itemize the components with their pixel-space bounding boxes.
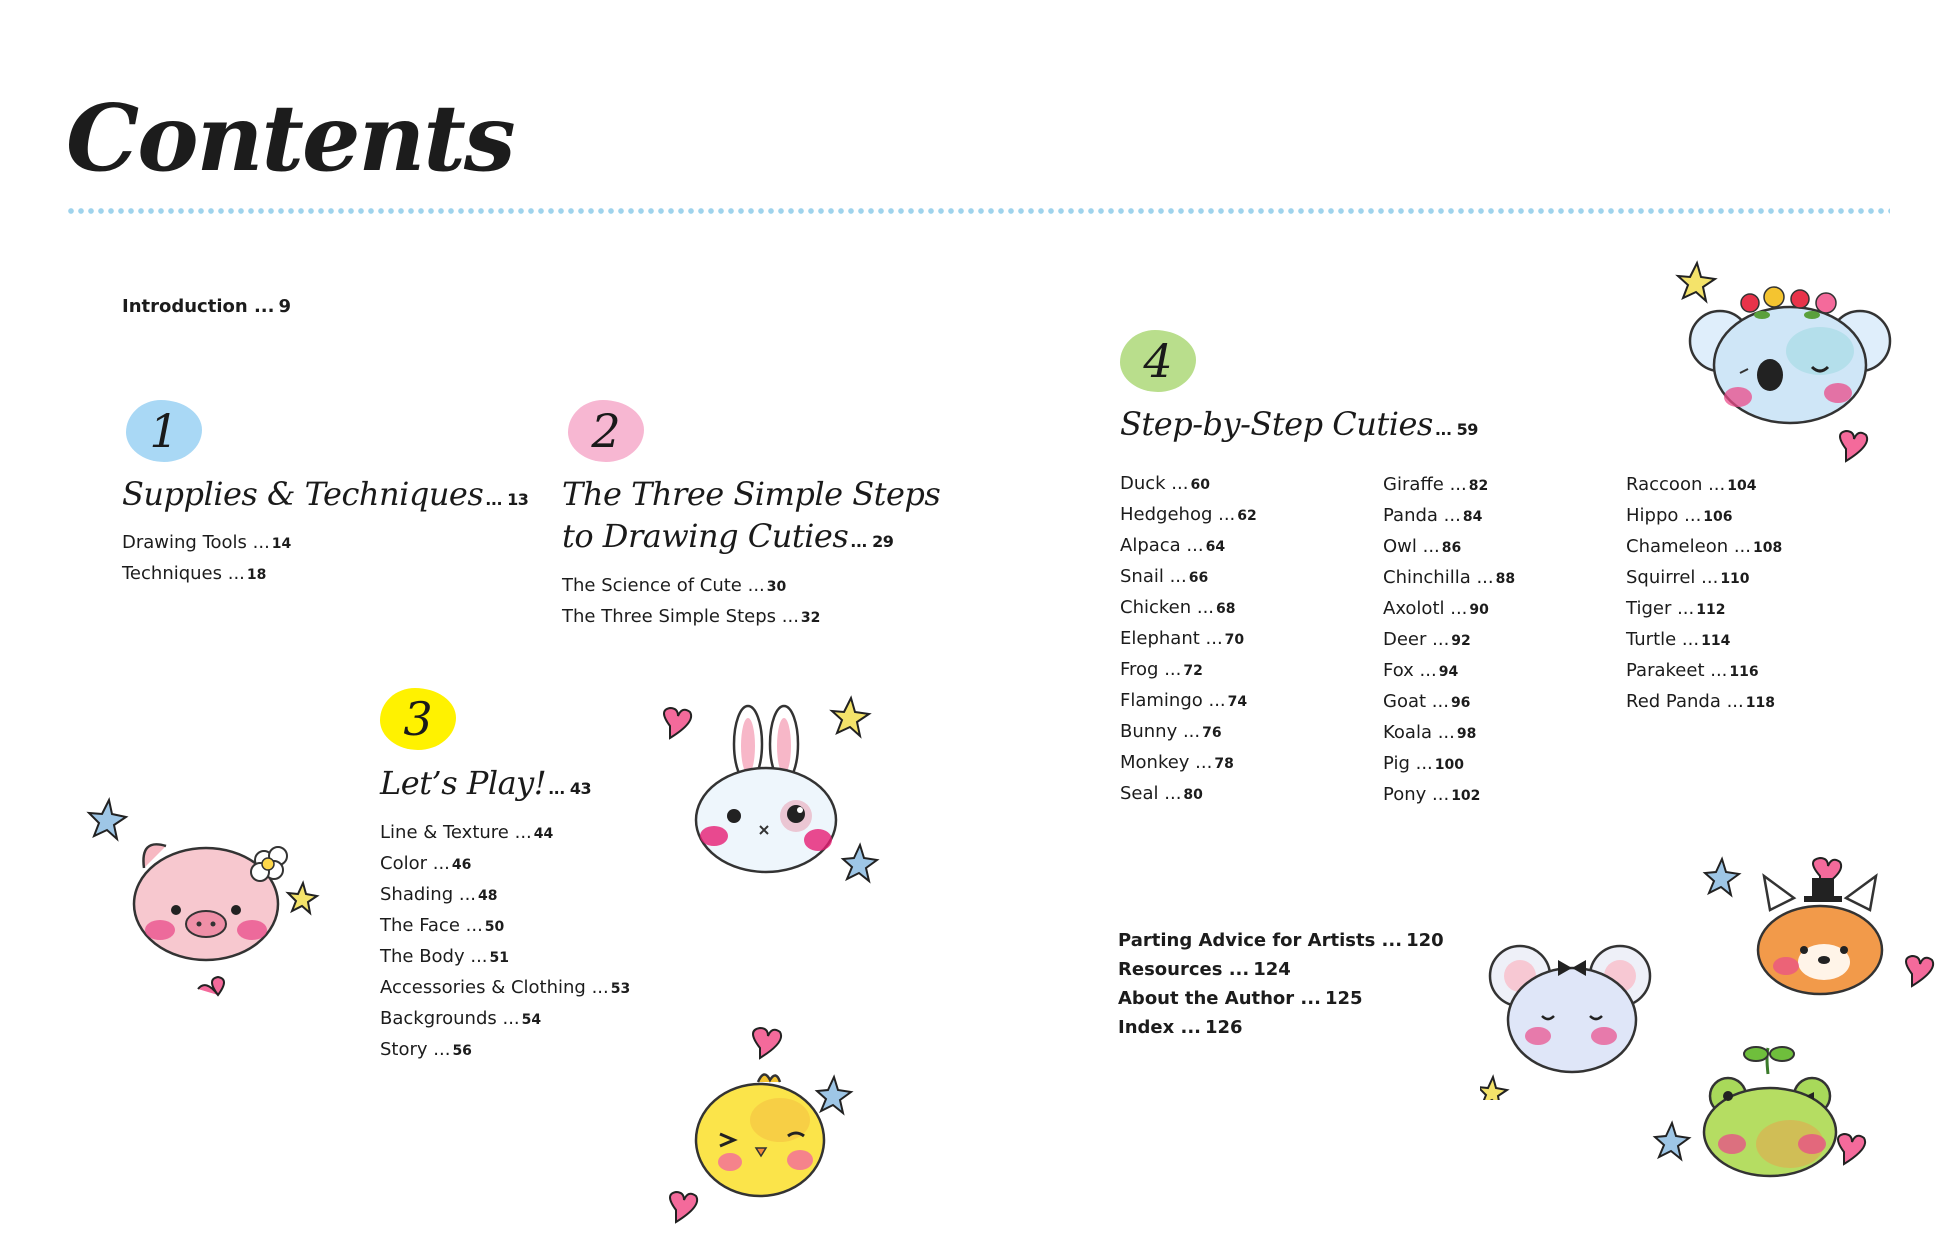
toc-page: 51 xyxy=(489,950,510,966)
toc-label: Resources ... xyxy=(1118,959,1250,980)
toc-label: Parakeet ... xyxy=(1626,660,1728,681)
heading-page: ... 43 xyxy=(548,779,592,798)
toc-page: 64 xyxy=(1205,539,1226,555)
toc-item[interactable] xyxy=(1120,655,1257,686)
toc-item[interactable] xyxy=(380,880,630,911)
toc-label: Shading ... xyxy=(380,884,477,905)
toc-page: 126 xyxy=(1205,1017,1243,1038)
toc-label: Bunny ... xyxy=(1120,721,1201,742)
toc-page: 80 xyxy=(1183,787,1203,803)
toc-label: Giraffe ... xyxy=(1383,474,1467,495)
toc-item[interactable] xyxy=(1383,749,1515,780)
toc-item[interactable] xyxy=(380,973,630,1004)
toc-page: 88 xyxy=(1495,571,1516,587)
toc-item[interactable] xyxy=(1626,656,1782,687)
toc-page: 94 xyxy=(1438,664,1459,680)
toc-item[interactable] xyxy=(1120,686,1257,717)
toc-item[interactable] xyxy=(1383,656,1515,687)
frog-illustration xyxy=(1650,1040,1870,1190)
toc-label: Index ... xyxy=(1118,1017,1201,1038)
toc-label: Accessories & Clothing ... xyxy=(380,977,609,998)
toc-item[interactable] xyxy=(122,528,291,559)
toc-label: Introduction ... xyxy=(122,296,275,317)
chapter-heading-2[interactable] xyxy=(562,473,940,563)
toc-label: Raccoon ... xyxy=(1626,474,1726,495)
toc-item[interactable] xyxy=(1383,532,1515,563)
page-title: Contents xyxy=(66,84,514,192)
toc-label: Alpaca ... xyxy=(1120,535,1204,556)
toc-page: 50 xyxy=(484,919,505,935)
toc-item[interactable] xyxy=(1383,718,1515,749)
chapter-number: 4 xyxy=(1143,334,1173,388)
toc-item[interactable] xyxy=(1626,687,1782,718)
chapter-4-col-2 xyxy=(1383,470,1515,811)
toc-label: Line & Texture ... xyxy=(380,822,532,843)
toc-item[interactable] xyxy=(1383,501,1515,532)
toc-label: Goat ... xyxy=(1383,691,1449,712)
toc-page: 60 xyxy=(1190,477,1210,493)
toc-page: 76 xyxy=(1202,725,1222,741)
pig-illustration xyxy=(78,790,338,1010)
toc-item[interactable] xyxy=(380,1035,630,1066)
toc-label: Pony ... xyxy=(1383,784,1450,805)
toc-page: 96 xyxy=(1450,695,1471,711)
toc-item[interactable] xyxy=(562,602,820,633)
toc-page: 46 xyxy=(451,857,472,873)
toc-item[interactable] xyxy=(380,849,630,880)
chapter-badge-1 xyxy=(126,400,202,462)
toc-page: 72 xyxy=(1183,663,1203,679)
toc-label: Tiger ... xyxy=(1626,598,1695,619)
toc-label: Flamingo ... xyxy=(1120,690,1226,711)
chapter-heading-4[interactable] xyxy=(1120,403,1478,451)
toc-label: Color ... xyxy=(380,853,450,874)
toc-label: Drawing Tools ... xyxy=(122,532,270,553)
toc-page: 66 xyxy=(1188,570,1209,586)
heading-line-1: The Three Simple Steps xyxy=(562,475,941,513)
toc-label: The Face ... xyxy=(380,915,483,936)
toc-item[interactable] xyxy=(1118,926,1444,955)
toc-label: Hedgehog ... xyxy=(1120,504,1236,525)
toc-item[interactable] xyxy=(1118,984,1444,1013)
toc-page: 9 xyxy=(278,296,291,317)
heading-text: Let’s Play! xyxy=(380,764,547,802)
toc-page: 68 xyxy=(1216,601,1236,617)
chapter-number: 3 xyxy=(403,692,433,746)
heading-page: ... 29 xyxy=(850,532,894,551)
toc-page: 98 xyxy=(1456,726,1477,742)
toc-item[interactable] xyxy=(380,818,630,849)
toc-label: Axolotl ... xyxy=(1383,598,1468,619)
toc-page: 110 xyxy=(1720,571,1750,587)
toc-page: 32 xyxy=(800,610,821,626)
toc-item[interactable] xyxy=(1120,593,1257,624)
toc-item[interactable] xyxy=(1626,563,1782,594)
toc-page: 14 xyxy=(271,536,292,552)
toc-label: Fox ... xyxy=(1383,660,1437,681)
toc-page: 118 xyxy=(1745,695,1775,711)
toc-item[interactable] xyxy=(1383,594,1515,625)
toc-page: 56 xyxy=(452,1043,472,1059)
heading-text: Supplies & Techniques xyxy=(122,475,484,513)
mouse-illustration xyxy=(1480,920,1670,1100)
toc-item[interactable] xyxy=(380,942,630,973)
chick-illustration xyxy=(660,1010,880,1230)
toc-label: Backgrounds ... xyxy=(380,1008,520,1029)
toc-page: 84 xyxy=(1462,509,1483,525)
chapter-number: 1 xyxy=(149,404,179,458)
toc-page: 18 xyxy=(246,567,267,583)
toc-item[interactable] xyxy=(380,911,630,942)
toc-item[interactable] xyxy=(1626,625,1782,656)
toc-label: About the Author ... xyxy=(1118,988,1321,1009)
toc-label: Elephant ... xyxy=(1120,628,1223,649)
toc-label: Pig ... xyxy=(1383,753,1433,774)
toc-page: 100 xyxy=(1434,757,1465,773)
chapter-4-col-1 xyxy=(1120,469,1257,810)
toc-item[interactable] xyxy=(1120,500,1257,531)
toc-label: The Body ... xyxy=(380,946,488,967)
toc-item[interactable] xyxy=(1120,624,1257,655)
heading-page: ... 59 xyxy=(1434,420,1478,439)
toc-item[interactable] xyxy=(1626,594,1782,625)
toc-label: Squirrel ... xyxy=(1626,567,1719,588)
toc-page: 106 xyxy=(1703,509,1733,525)
toc-intro[interactable] xyxy=(122,292,291,321)
toc-label: Story ... xyxy=(380,1039,451,1060)
heading-line-2: to Drawing Cuties xyxy=(562,517,849,555)
toc-label: Red Panda ... xyxy=(1626,691,1744,712)
chapter-heading-3[interactable] xyxy=(380,762,591,810)
toc-item[interactable] xyxy=(1118,955,1444,984)
toc-page: 48 xyxy=(478,888,498,904)
bunny-illustration xyxy=(648,690,888,900)
chapter-1-list xyxy=(122,528,291,590)
toc-label: Parting Advice for Artists ... xyxy=(1118,930,1403,951)
toc-item[interactable] xyxy=(122,559,291,590)
toc-page: 62 xyxy=(1237,508,1257,524)
toc-page: 90 xyxy=(1469,602,1489,618)
toc-page: 82 xyxy=(1468,478,1489,494)
toc-label: Turtle ... xyxy=(1626,629,1700,650)
toc-page: 44 xyxy=(533,826,554,842)
chapter-heading-1[interactable] xyxy=(122,473,528,521)
toc-page: 116 xyxy=(1729,664,1759,680)
toc-item[interactable] xyxy=(1383,687,1515,718)
toc-label: Hippo ... xyxy=(1626,505,1702,526)
toc-item[interactable] xyxy=(1120,562,1257,593)
toc-item[interactable] xyxy=(1120,748,1257,779)
backmatter-list xyxy=(1118,926,1444,1042)
toc-label: Panda ... xyxy=(1383,505,1461,526)
toc-label: Techniques ... xyxy=(122,563,245,584)
toc-item[interactable] xyxy=(1626,501,1782,532)
toc-label: Frog ... xyxy=(1120,659,1182,680)
heading-text: Step-by-Step Cuties xyxy=(1120,405,1433,443)
chapter-number: 2 xyxy=(591,404,621,458)
toc-label: Chameleon ... xyxy=(1626,536,1751,557)
toc-page: 92 xyxy=(1451,633,1471,649)
toc-label: Chinchilla ... xyxy=(1383,567,1494,588)
toc-page: 70 xyxy=(1224,632,1245,648)
toc-label: Chicken ... xyxy=(1120,597,1215,618)
chapter-3-list xyxy=(380,818,630,1066)
toc-item[interactable] xyxy=(1626,532,1782,563)
toc-label: Owl ... xyxy=(1383,536,1440,557)
toc-item[interactable] xyxy=(1120,531,1257,562)
toc-page: 74 xyxy=(1227,694,1248,710)
toc-label: Snail ... xyxy=(1120,566,1187,587)
toc-label: Duck ... xyxy=(1120,473,1189,494)
toc-page: 112 xyxy=(1696,602,1726,618)
toc-page: 102 xyxy=(1451,788,1481,804)
toc-item[interactable] xyxy=(1118,1013,1444,1042)
toc-page: 120 xyxy=(1406,930,1444,951)
toc-page: 53 xyxy=(610,981,631,997)
toc-page: 54 xyxy=(521,1012,542,1028)
toc-item[interactable] xyxy=(1383,563,1515,594)
fox-illustration xyxy=(1700,850,1940,1000)
toc-label: Koala ... xyxy=(1383,722,1455,743)
toc-item[interactable] xyxy=(1626,470,1782,501)
toc-page: 124 xyxy=(1253,959,1291,980)
toc-page: 104 xyxy=(1727,478,1757,494)
chapter-badge-2 xyxy=(568,400,644,462)
koala-illustration xyxy=(1670,255,1910,465)
toc-item[interactable] xyxy=(1120,717,1257,748)
toc-page: 125 xyxy=(1324,988,1363,1009)
chapter-badge-3 xyxy=(380,688,456,750)
chapter-badge-4 xyxy=(1120,330,1196,392)
toc-item[interactable] xyxy=(562,571,820,602)
toc-item[interactable] xyxy=(1383,780,1515,811)
dotted-divider xyxy=(66,208,1890,214)
toc-item[interactable] xyxy=(1383,625,1515,656)
toc-label: The Science of Cute ... xyxy=(562,575,765,596)
toc-label: The Three Simple Steps ... xyxy=(562,606,799,627)
heading-page: ... 13 xyxy=(485,490,529,509)
toc-item[interactable] xyxy=(380,1004,630,1035)
toc-item[interactable] xyxy=(1120,469,1257,500)
toc-page: 78 xyxy=(1214,756,1234,772)
toc-page: 114 xyxy=(1701,633,1731,649)
toc-page: 30 xyxy=(766,579,787,595)
toc-item[interactable] xyxy=(1120,779,1257,810)
toc-label: Deer ... xyxy=(1383,629,1450,650)
chapter-2-list xyxy=(562,571,820,633)
toc-page: 108 xyxy=(1753,540,1783,556)
toc-page: 86 xyxy=(1441,540,1462,556)
toc-label: Seal ... xyxy=(1120,783,1182,804)
toc-label: Monkey ... xyxy=(1120,752,1213,773)
chapter-4-col-3 xyxy=(1626,470,1782,718)
toc-item[interactable] xyxy=(1383,470,1515,501)
